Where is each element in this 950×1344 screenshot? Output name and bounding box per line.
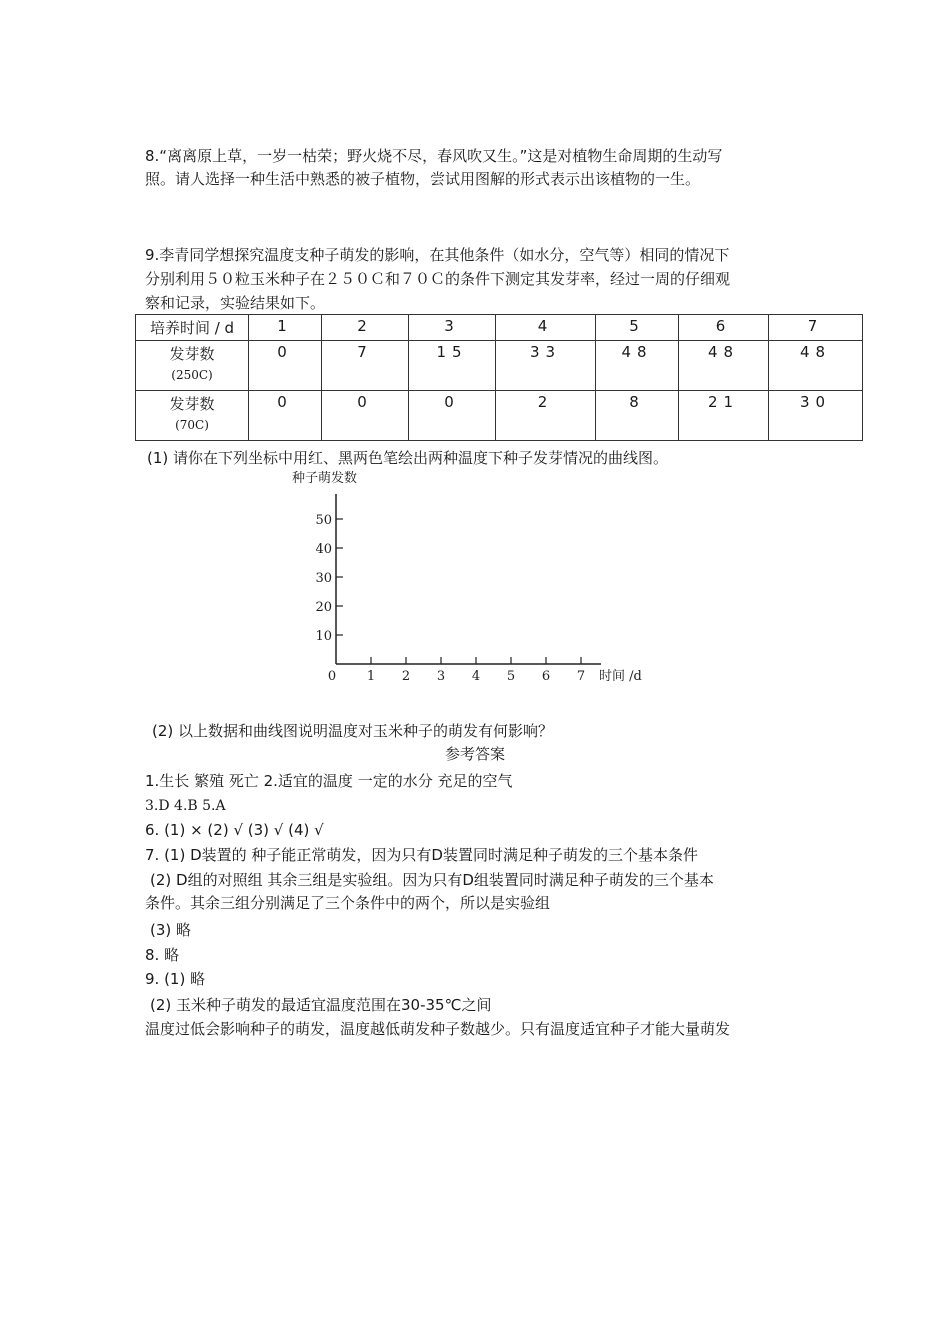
- table-row: [136, 341, 863, 391]
- q9-part-2: (2) 以上数据和曲线图说明温度对玉米种子的萌发有何影响？: [152, 722, 554, 740]
- answer-7-line-1: 7. (1) D装置的 种子能正常萌发，因为只有D装置同时满足种子萌发的三个基本条件: [145, 846, 698, 864]
- answer-9-line-3: 温度过低会影响种子的萌发，温度越低萌发种子数越少。只有温度适宜种子才能大量萌发: [145, 1020, 731, 1038]
- table-header-label: 培养时间 / d: [136, 315, 249, 341]
- germination-chart: [280, 464, 660, 689]
- q8-line-1: 8.“离离原上草，一岁一枯荣；野火烧不尽，春风吹又生。”这是对植物生命周期的生动写: [145, 147, 723, 165]
- y-tick-label: 30: [315, 571, 332, 586]
- x-tick-label: 7: [576, 669, 586, 684]
- row-label-temp: (70C): [175, 418, 209, 432]
- germination-table: [135, 314, 863, 441]
- answers-title: 参考答案: [444, 745, 505, 763]
- table-row-label: [136, 391, 249, 441]
- table-header-row: [136, 315, 863, 341]
- x-axis-title: 时间 /d: [599, 669, 642, 684]
- table-cell: 48: [596, 341, 679, 391]
- table-cell: 33: [496, 341, 596, 391]
- row-label-temp: (250C): [171, 368, 213, 382]
- y-tick-label: 10: [315, 629, 332, 644]
- table-cell: 0: [249, 391, 322, 441]
- q9-line-1: 9.李青同学想探究温度支种子萌发的影响，在其他条件（如水分，空气等）相同的情况下: [145, 246, 730, 264]
- row-label-text: 发芽数: [169, 345, 215, 363]
- table-day-cell: 4: [496, 315, 596, 341]
- answer-7-line-2: (2) D组的对照组 其余三组是实验组。因为只有D组装置同时满足种子萌发的三个基本: [150, 871, 714, 889]
- table-row-label: [136, 341, 249, 391]
- table-cell: 48: [679, 341, 769, 391]
- answer-8: 8. 略: [145, 946, 180, 964]
- table-day-cell: 7: [769, 315, 863, 341]
- origin-label: 0: [327, 669, 337, 684]
- answer-9-line-1: 9. (1) 略: [145, 970, 206, 988]
- answer-1: 1.生长 繁殖 死亡 2.适宜的温度 一定的水分 充足的空气: [145, 772, 513, 790]
- table-cell: 48: [769, 341, 863, 391]
- table-day-cell: 1: [249, 315, 322, 341]
- y-axis-title: 种子萌发数: [292, 471, 358, 486]
- x-tick-label: 2: [401, 669, 411, 684]
- table-cell: 7: [322, 341, 409, 391]
- table-day-cell: 3: [409, 315, 496, 341]
- x-tick-label: 6: [541, 669, 551, 684]
- y-tick-label: 40: [315, 542, 332, 557]
- q9-part-1: (1) 请你在下列坐标中用红、黑两色笔绘出两种温度下种子发芽情况的曲线图。: [147, 449, 669, 467]
- table-cell: 30: [769, 391, 863, 441]
- answer-7-line-3: 条件。其余三组分别满足了三个条件中的两个，所以是实验组: [145, 894, 551, 912]
- table-cell: 0: [249, 341, 322, 391]
- x-tick-label: 1: [366, 669, 376, 684]
- table-cell: 21: [679, 391, 769, 441]
- q9-line-2: 分别利用５０粒玉米种子在２５０Ｃ和７０Ｃ的条件下测定其发芽率，经过一周的仔细观: [145, 270, 731, 288]
- x-tick-label: 5: [506, 669, 516, 684]
- y-tick-label: 20: [315, 600, 332, 615]
- table-day-cell: 5: [596, 315, 679, 341]
- answer-3: 3.D 4.B 5.A: [145, 798, 226, 814]
- table-cell: 0: [322, 391, 409, 441]
- table-day-cell: 2: [322, 315, 409, 341]
- answer-6: 6. (1) × (2) √ (3) √ (4) √: [145, 821, 324, 839]
- x-tick-label: 4: [471, 669, 481, 684]
- y-tick-label: 50: [315, 513, 332, 528]
- answer-7-line-4: (3) 略: [150, 921, 192, 939]
- table-day-cell: 6: [679, 315, 769, 341]
- row-label-text: 发芽数: [169, 395, 215, 413]
- table-row: [136, 391, 863, 441]
- x-tick-label: 3: [436, 669, 446, 684]
- table-cell: 2: [496, 391, 596, 441]
- answer-9-line-2: (2) 玉米种子萌发的最适宜温度范围在30-35℃之间: [150, 996, 492, 1014]
- table-cell: 15: [409, 341, 496, 391]
- table-cell: 0: [409, 391, 496, 441]
- q9-line-3: 察和记录，实验结果如下。: [145, 294, 326, 312]
- table-cell: 8: [596, 391, 679, 441]
- q8-line-2: 照。请人选择一种生活中熟悉的被子植物，尝试用图解的形式表示出该植物的一生。: [145, 170, 701, 188]
